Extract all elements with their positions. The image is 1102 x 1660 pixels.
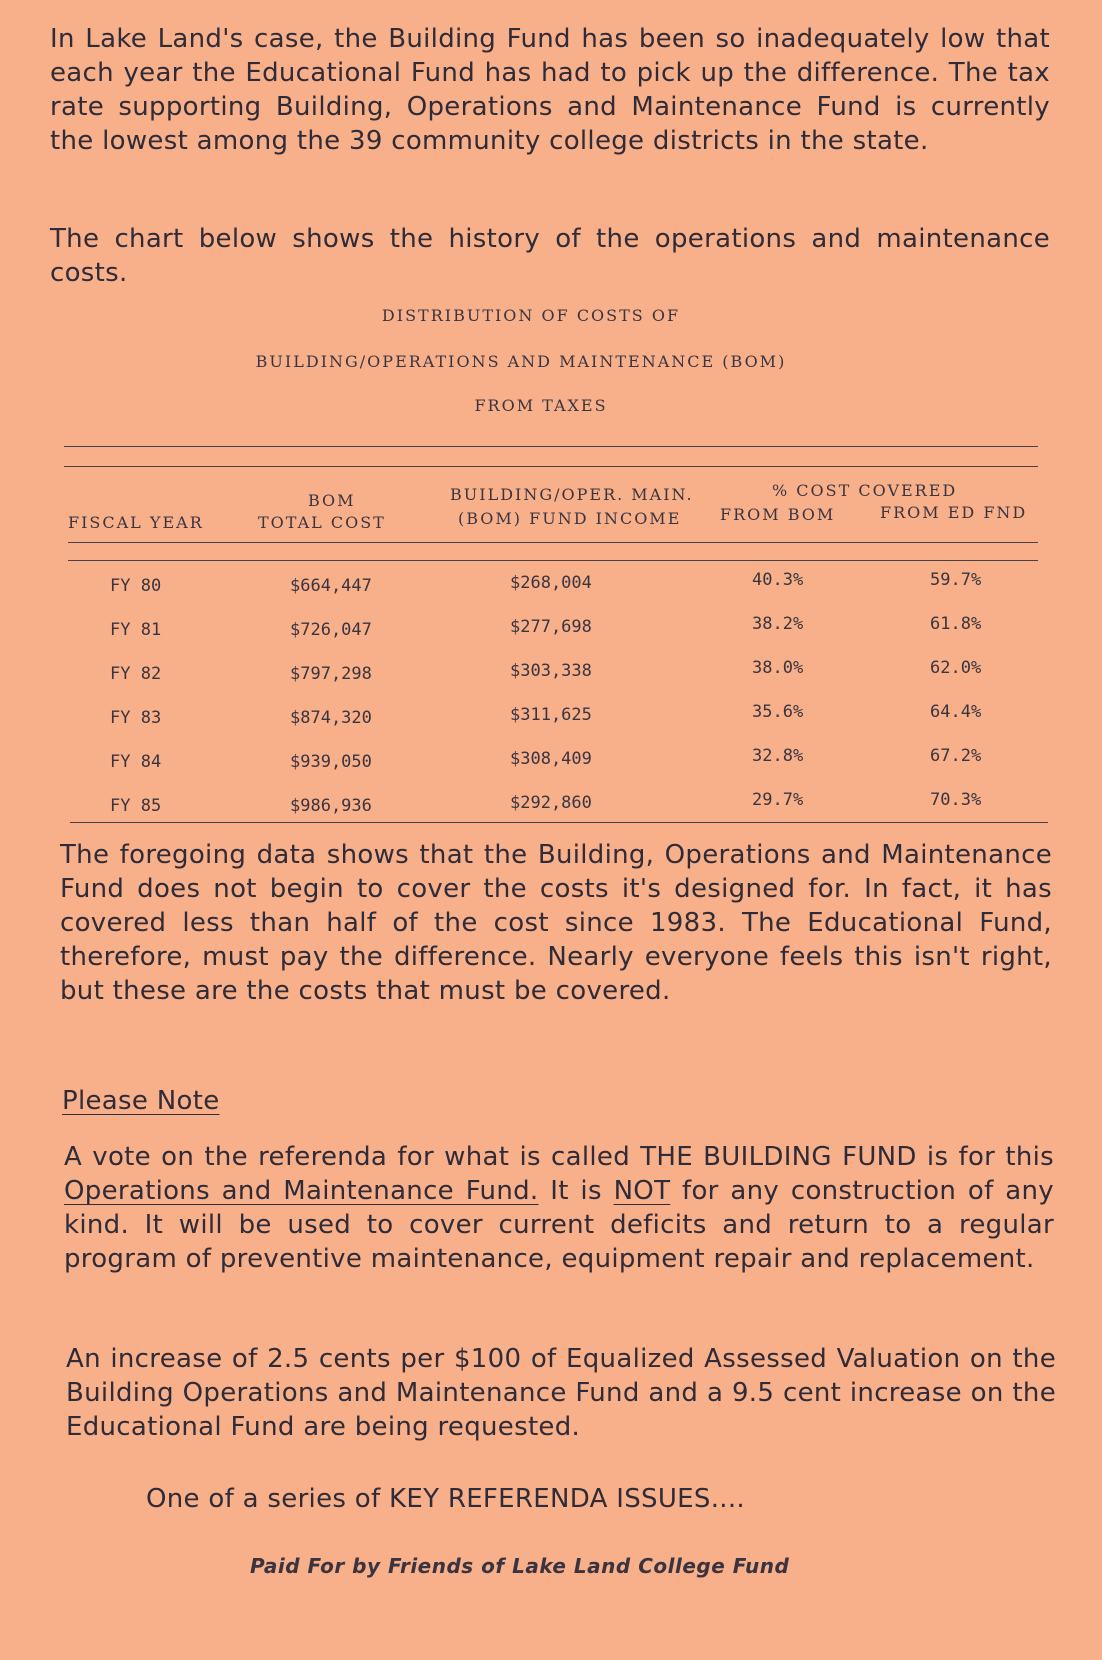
cell-bom-total-cost: $986,936 <box>290 796 372 816</box>
header-from-bom: FROM BOM <box>720 505 836 524</box>
header-bottom-rule-2 <box>68 560 1038 561</box>
cell-bom-fund-income: $277,698 <box>510 617 592 637</box>
cell-bom-fund-income: $292,860 <box>510 793 592 813</box>
cell-fiscal-year: FY 85 <box>110 796 162 816</box>
cell-fiscal-year: FY 83 <box>110 708 162 728</box>
cell-pct-from-bom: 29.7% <box>752 790 804 810</box>
header-income-line-2: (BOM) FUND INCOME <box>458 509 682 528</box>
cell-pct-from-bom: 32.8% <box>752 746 804 766</box>
cell-bom-total-cost: $939,050 <box>290 752 372 772</box>
header-bom-line-1: BOM <box>308 491 356 510</box>
please-note-heading: Please Note <box>62 1086 220 1116</box>
vote-paragraph <box>64 1140 1054 1276</box>
header-bottom-rule-1 <box>68 542 1038 543</box>
increase-paragraph: An increase of 2.5 cents per $100 of Equalized Assessed Valuation on the Building Operations and Maintenance Fund and a 9.5 cent increase on the Educational Fund are being requested. <box>66 1344 1056 1442</box>
vote-fund-name: Operations and Maintenance Fund. <box>64 1176 539 1206</box>
header-cost-covered: % COST COVERED <box>772 481 958 500</box>
cell-pct-from-bom: 35.6% <box>752 702 804 722</box>
intro-paragraph: In Lake Land's case, the Building Fund has been so inadequately low that each year the Educational Fund has had to pick up the difference. The tax rate supporting Building, Operations and Maintenance Fund is currently the lowest among the 39 community college districts in the state. <box>50 24 1050 156</box>
cell-bom-total-cost: $874,320 <box>290 708 372 728</box>
cell-pct-from-ed-fund: 59.7% <box>930 570 982 590</box>
cell-pct-from-ed-fund: 64.4% <box>930 702 982 722</box>
cell-fiscal-year: FY 84 <box>110 752 162 772</box>
cell-pct-from-bom: 38.0% <box>752 658 804 678</box>
cell-bom-fund-income: $303,338 <box>510 661 592 681</box>
cell-bom-total-cost: $797,298 <box>290 664 372 684</box>
cell-bom-fund-income: $268,004 <box>510 573 592 593</box>
table-title-line-2: BUILDING/OPERATIONS AND MAINTENANCE (BOM) <box>255 352 787 371</box>
analysis-paragraph: The foregoing data shows that the Building, Operations and Maintenance Fund does not begin to cover the costs it's designed for. In fact, it has covered less than half of the cost since 1983. The Educational Fund, therefore, must pay the difference. Nearly everyone feels this isn't right, but these are the costs that must be covered. <box>60 840 1052 1006</box>
cell-pct-from-ed-fund: 70.3% <box>930 790 982 810</box>
paid-for-footer: Paid For by Friends of Lake Land College Fund <box>250 1554 790 1578</box>
cell-pct-from-bom: 40.3% <box>752 570 804 590</box>
header-income-line-1: BUILDING/OPER. MAIN. <box>450 485 694 504</box>
cell-fiscal-year: FY 81 <box>110 620 162 640</box>
table-top-rule-1 <box>64 446 1038 447</box>
cell-pct-from-ed-fund: 62.0% <box>930 658 982 678</box>
cell-bom-fund-income: $311,625 <box>510 705 592 725</box>
cell-pct-from-bom: 38.2% <box>752 614 804 634</box>
cell-pct-from-ed-fund: 67.2% <box>930 746 982 766</box>
cell-fiscal-year: FY 82 <box>110 664 162 684</box>
chart-intro-paragraph: The chart below shows the history of the operations and maintenance costs. <box>50 224 1050 288</box>
cell-bom-total-cost: $726,047 <box>290 620 372 640</box>
table-bottom-rule <box>70 822 1048 823</box>
table-title-line-1: DISTRIBUTION OF COSTS OF <box>381 306 681 325</box>
header-bom-line-2: TOTAL COST <box>258 513 386 532</box>
vote-not-emphasis: NOT <box>613 1176 671 1206</box>
header-from-ed-fund: FROM ED FND <box>880 503 1028 522</box>
table-top-rule-2 <box>64 466 1038 467</box>
cell-fiscal-year: FY 80 <box>110 576 162 596</box>
vote-text-1: A vote on the referenda for what is called THE BUILDING FUND is for this <box>64 1142 1054 1172</box>
series-line: One of a series of KEY REFERENDA ISSUES.... <box>146 1484 745 1514</box>
vote-text-3: for any construction of any kind. It will be used to cover current deficits and return to a regular program of preventive maintenance, equipment repair and replacement. <box>64 1176 1054 1274</box>
header-fiscal-year: FISCAL YEAR <box>68 513 204 532</box>
vote-text-2: It is <box>538 1176 614 1206</box>
cell-pct-from-ed-fund: 61.8% <box>930 614 982 634</box>
table-title-line-3: FROM TAXES <box>474 396 608 415</box>
cell-bom-fund-income: $308,409 <box>510 749 592 769</box>
cell-bom-total-cost: $664,447 <box>290 576 372 596</box>
